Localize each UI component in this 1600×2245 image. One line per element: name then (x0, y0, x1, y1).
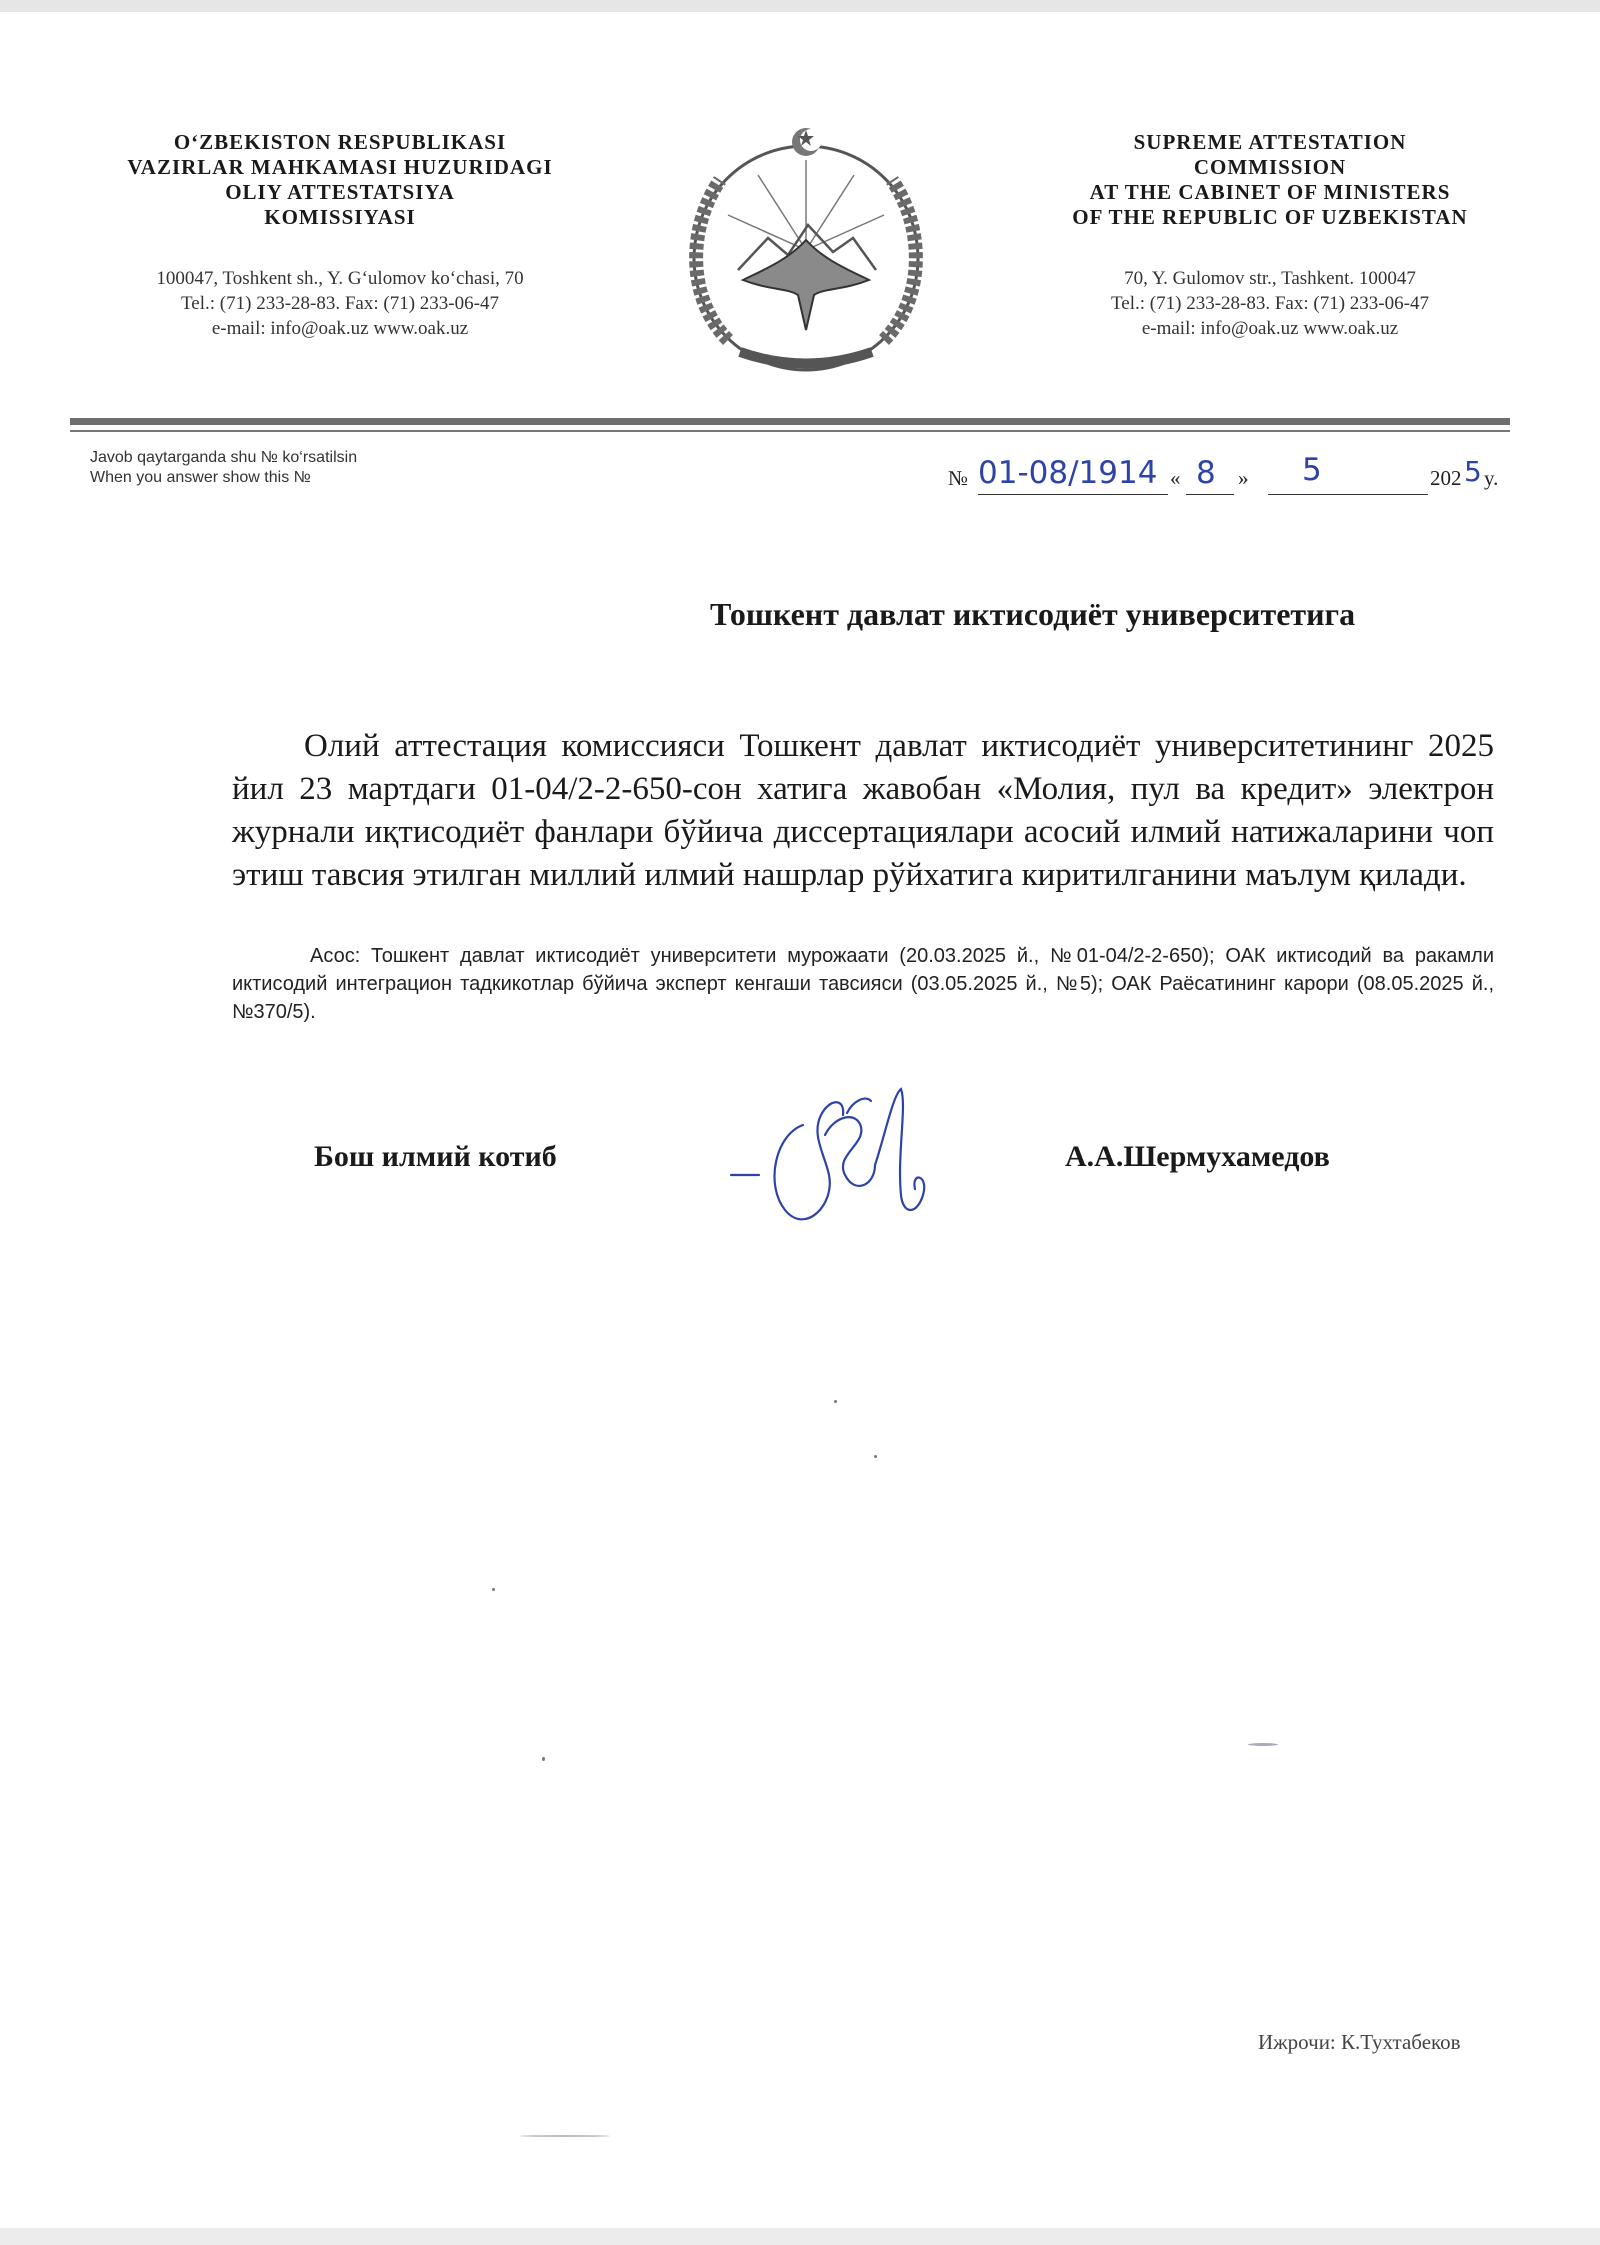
scan-speck (492, 1588, 495, 1591)
answer-note (90, 448, 357, 488)
signer-name: А.А.Шермухамедов (1065, 1140, 1330, 1173)
web-text: e-mail: info@oak.uz www.oak.uz (1141, 318, 1399, 339)
reference-day: 8 (1196, 455, 1216, 491)
scan-speck (542, 1757, 545, 1761)
address-text: 70, Y. Gulomov str., Tashkent. 100047 (1124, 268, 1416, 289)
org-name-line: O‘ZBEKISTON RESPUBLIKASI (173, 130, 507, 154)
scan-speck (874, 1455, 877, 1458)
header-right-english (1010, 130, 1530, 341)
answer-note-uz: Javob qaytarganda shu № ko‘rsatilsin (90, 449, 358, 466)
header-rule-thick (70, 418, 1510, 425)
scan-edge-bottom (0, 2228, 1600, 2245)
scan-speck (834, 1400, 837, 1403)
org-name-line: SUPREME ATTESTATION (1133, 130, 1407, 154)
org-name-line: AT THE CABINET OF MINISTERS (1089, 180, 1451, 204)
org-name-line: OF THE REPUBLIC OF UZBEKISTAN (1072, 205, 1468, 229)
quote-open: « (1170, 466, 1181, 490)
day-underline (1186, 494, 1234, 495)
state-emblem-icon (668, 120, 944, 382)
scan-speck (520, 2135, 610, 2137)
executor-note: Ижрочи: К.Тухтабеков (1258, 2030, 1461, 2054)
phone-text: Tel.: (71) 233-28-83. Fax: (71) 233-06-47 (1111, 293, 1429, 314)
number-sign: № (948, 466, 969, 490)
scan-edge-top (0, 0, 1600, 12)
org-name-line: OLIY ATTESTATSIYA (225, 180, 455, 204)
phone-text: Tel.: (71) 233-28-83. Fax: (71) 233-06-47 (181, 293, 499, 314)
header-rule-thin (70, 430, 1510, 432)
body-paragraph: Олий аттестация комиссияси Тошкент давлат иктисодиёт университетининг 2025 йил 23 мартдаги 01-04/2-2-650-сон хатига жавобан «Молия, пул ва кредит» электрон журнали иқтисодиёт фанлари бўйича диссертациялари асосий илмий натижаларини чоп этиш тавсия этилган миллий илмий нашрлар рўйхатига киритилганини маълум қилади. (232, 728, 1494, 893)
org-name-line: VAZIRLAR MAHKAMASI HUZURIDAGI (127, 155, 553, 179)
quote-close: » (1238, 466, 1249, 490)
year-digit: 5 (1464, 455, 1482, 488)
signer-position: Бош илмий котиб (314, 1140, 557, 1173)
web-text: e-mail: info@oak.uz www.oak.uz (211, 318, 469, 339)
org-name-line: KOMISSIYASI (264, 205, 416, 229)
letter-body (232, 725, 1494, 897)
reference-number: 01-08/1914 (978, 455, 1158, 491)
number-underline (978, 494, 1168, 495)
year-prefix: 202 (1430, 466, 1462, 490)
header-left-uzbek (80, 130, 600, 341)
basis-paragraph: Асос: Тошкент давлат иктисодиёт университети мурожаати (20.03.2025 й., №01-04/2-2-650); ОАК иктисодий ва ракамли иктисодий интеграцион тадкикотлар бўйича эксперт кенгаши тавсияси (03.05.2025 й., №5); ОАК Раёсатининг карори (08.05.2025 й., №370/5). (232, 945, 1494, 1023)
contact-block-left (80, 266, 600, 341)
contact-block-right (1010, 266, 1530, 341)
reference-month: 5 (1302, 452, 1322, 488)
address-text: 100047, Toshkent sh., Y. G‘ulomov ko‘chasi, 70 (156, 268, 524, 289)
org-name-line: COMMISSION (1193, 155, 1347, 179)
handwritten-signature (725, 1075, 955, 1240)
scan-speck (1248, 1743, 1278, 1746)
answer-note-en: When you answer show this № (90, 469, 311, 486)
basis-note (232, 942, 1494, 1026)
month-underline (1268, 494, 1428, 495)
addressee: Тошкент давлат иктисодиёт университетига (710, 596, 1356, 632)
year-suffix: y. (1484, 466, 1499, 490)
